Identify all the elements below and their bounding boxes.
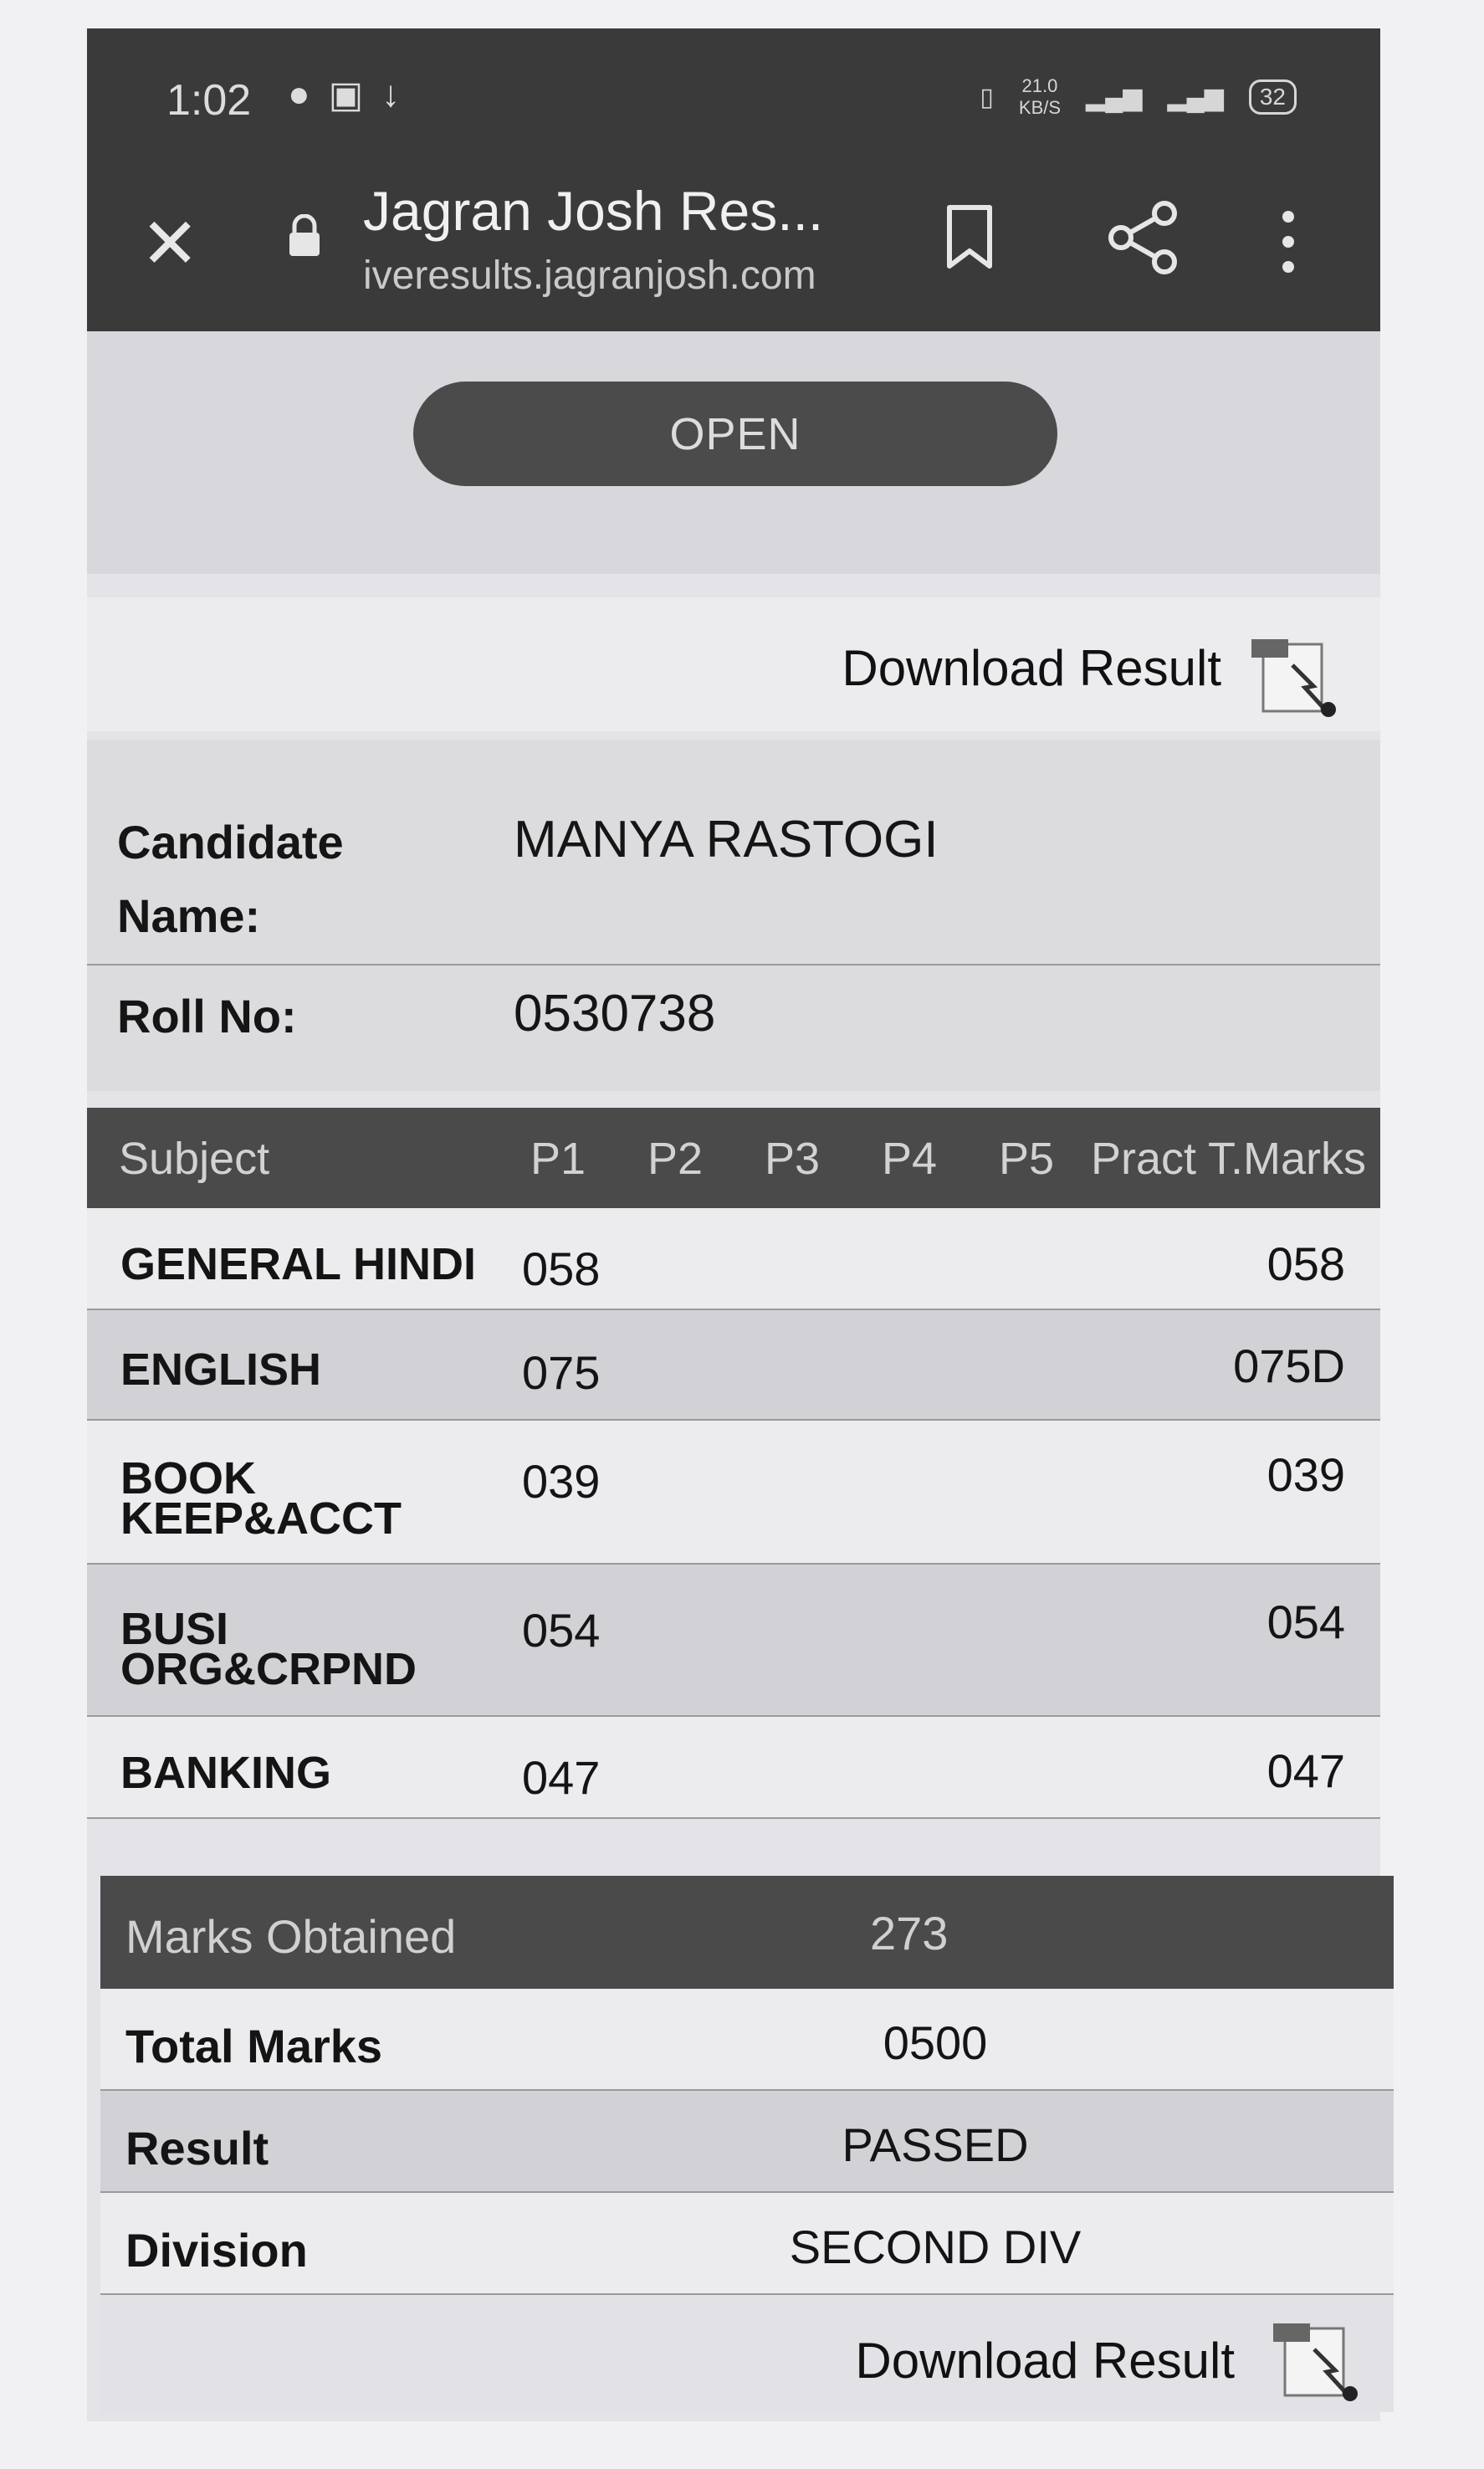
divider	[87, 1817, 1380, 1819]
table-row	[87, 1208, 1380, 1309]
table-row	[87, 1310, 1380, 1419]
browser-toolbar	[87, 28, 1380, 331]
p1-marks: 039	[522, 1455, 601, 1508]
signal-icon-2: ▂▄▆	[1167, 83, 1224, 111]
total-marks: 047	[1267, 1744, 1345, 1797]
col-subject: Subject	[119, 1134, 270, 1184]
table-row	[87, 1565, 1380, 1715]
subject-name-line1: BUSI	[120, 1604, 229, 1654]
bookmark-icon[interactable]	[944, 204, 995, 271]
battery-icon: 32	[1249, 79, 1297, 115]
download-result-link[interactable]: Download Result	[842, 640, 1221, 696]
division-value: SECOND DIV	[789, 2221, 1082, 2273]
vibrate-icon: ▯	[980, 83, 994, 111]
total-marks: 054	[1267, 1596, 1345, 1648]
p1-marks: 075	[522, 1346, 601, 1399]
roll-no: 0530738	[514, 985, 716, 1042]
candidate-name: MANYA RASTOGI	[514, 811, 939, 868]
candidate-name-label-2: Name:	[117, 889, 261, 942]
total-marks: 058	[1267, 1237, 1345, 1290]
snapchat-icon: ●	[288, 74, 310, 115]
subject-name-line2: ORG&CRPND	[120, 1644, 417, 1694]
marks-obtained-row	[100, 1876, 1394, 1989]
subject-name-line2: KEEP&ACCT	[120, 1493, 402, 1544]
table-row	[87, 1717, 1380, 1817]
close-icon[interactable]: ✕	[141, 204, 200, 283]
divider	[87, 964, 1380, 966]
division-label: Division	[125, 2224, 308, 2277]
subject-name: GENERAL HINDI	[120, 1239, 477, 1289]
col-pract: Pract	[1091, 1134, 1197, 1184]
share-icon[interactable]	[1106, 200, 1181, 275]
total-marks-row	[100, 1989, 1394, 2089]
p1-marks: 058	[522, 1242, 601, 1295]
phone-screen	[87, 28, 1380, 2421]
net-speed: 21.0 KB/S	[1018, 75, 1062, 118]
marks-table-header	[87, 1108, 1380, 1208]
download-result-link[interactable]: Download Result	[855, 2333, 1235, 2389]
open-app-button[interactable]: OPEN	[413, 382, 1057, 486]
roll-no-label: Roll No:	[117, 990, 297, 1042]
download-icon: ↓	[381, 74, 401, 115]
marks-obtained-value: 273	[870, 1907, 949, 1959]
division-row	[100, 2193, 1394, 2293]
pdf-download-icon[interactable]	[1268, 2312, 1369, 2404]
marks-obtained-label: Marks Obtained	[125, 1910, 457, 1963]
col-p3: P3	[765, 1134, 821, 1184]
p1-marks: 047	[522, 1751, 601, 1804]
candidate-name-label-1: Candidate	[117, 816, 344, 868]
subject-name: ENGLISH	[120, 1345, 322, 1395]
status-time: 1:02	[166, 76, 252, 125]
download-result-row-top[interactable]	[87, 597, 1380, 731]
message-icon: ▣	[328, 74, 364, 115]
col-total-marks: T.Marks	[1208, 1134, 1366, 1184]
more-options-icon[interactable]	[1278, 208, 1298, 275]
table-row	[87, 1421, 1380, 1563]
signal-icon: ▂▄▆	[1086, 83, 1143, 111]
subject-name: BANKING	[120, 1748, 331, 1798]
result-value: PASSED	[842, 2118, 1029, 2171]
total-marks-value: 0500	[883, 2016, 988, 2069]
pdf-download-icon[interactable]	[1246, 627, 1347, 720]
col-p5: P5	[999, 1134, 1055, 1184]
result-label: Result	[125, 2122, 269, 2174]
col-p1: P1	[530, 1134, 586, 1184]
page-url[interactable]: iveresults.jagranjosh.com	[363, 254, 816, 298]
col-p2: P2	[647, 1134, 704, 1184]
total-marks-label: Total Marks	[125, 2020, 383, 2072]
subject-name-line1: BOOK	[120, 1453, 256, 1503]
p1-marks: 054	[522, 1604, 601, 1657]
download-result-row-bottom[interactable]	[100, 2295, 1394, 2412]
page-title: Jagran Josh Res...	[363, 180, 824, 242]
result-row	[100, 2091, 1394, 2191]
lock-icon	[288, 214, 321, 258]
col-p4: P4	[882, 1134, 938, 1184]
candidate-info	[87, 740, 1380, 1091]
app-banner	[87, 331, 1380, 574]
notification-icons	[288, 74, 400, 116]
total-marks: 039	[1267, 1448, 1345, 1501]
status-indicators	[980, 75, 1297, 119]
total-marks: 075D	[1233, 1340, 1345, 1392]
